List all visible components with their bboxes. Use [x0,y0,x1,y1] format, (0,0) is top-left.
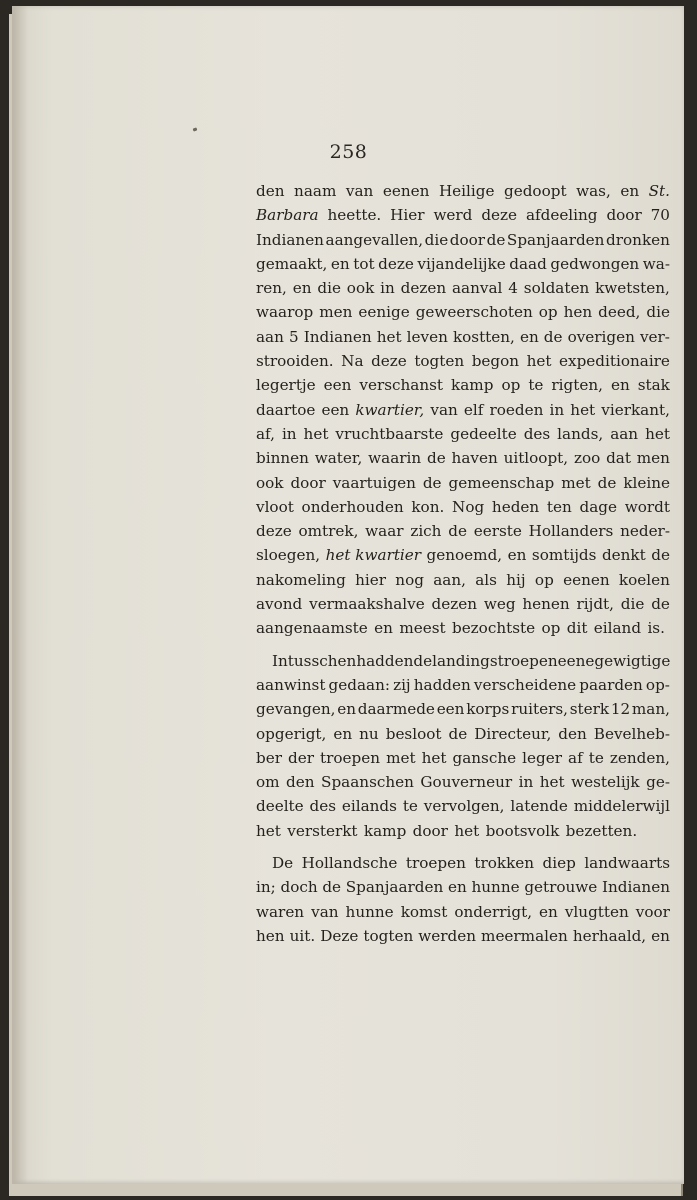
text-word: is. [647,619,665,638]
text-word: koelen [618,570,670,589]
text-line [256,522,670,546]
text-word: waar [365,522,404,541]
text-word: avond [256,595,303,614]
text-word: deze [378,254,414,273]
text-line [256,903,670,927]
text-word: 70 [650,206,670,225]
text-line [256,927,670,951]
text-word: De [272,854,294,873]
text-word: en [519,327,539,346]
text-word: en [539,902,558,921]
text-word: werden [418,926,477,945]
text-word: ver- [639,327,670,346]
text-word: deze [371,352,407,371]
text-word: de [651,595,670,614]
text-word: paarden [579,675,643,694]
text-word: vijandelijke [417,254,506,273]
text-word: eerste [473,522,522,541]
text-line [256,652,670,676]
text-word: gewigtige [594,651,671,670]
text-word: in [518,773,534,792]
text-line [256,878,670,902]
text-word: deelte [256,797,304,816]
text-word: en [330,254,350,273]
text-word: hadden [413,675,471,694]
text-word: op [534,570,554,589]
text-word: te [528,376,544,395]
text-word: Na [341,352,364,371]
text-word: geweerschoten [415,303,533,322]
text-word: ook [256,473,284,492]
text-word: nakomeling [256,570,346,589]
text-line [256,231,670,255]
text-word: het kwartier [325,546,422,565]
text-word: gansche [452,748,517,767]
text-word: Spaanschen [321,773,414,792]
text-word: gemaakt, [256,254,328,273]
text-line [256,449,670,473]
text-word: kleine [623,473,670,492]
text-word: dat [606,449,631,468]
text-word: men [636,449,670,468]
text-word: af [568,748,583,767]
text-word: en [337,700,356,719]
text-word: men [319,303,353,322]
text-word: in [549,400,565,419]
text-word: het [256,821,281,840]
text-word: besloot [385,724,442,743]
text-word: Intusschen [272,651,357,670]
text-word: ren, [256,279,287,298]
text-word: dezen [400,279,447,298]
text-word: dronken [606,230,670,249]
text-word: daad [509,254,547,273]
text-word: vermaakshalve [309,595,425,614]
text-word: Hollandsche [301,854,398,873]
text-word: eilands [341,797,397,816]
text-line [256,571,670,595]
text-word: 5 [288,327,299,346]
text-line [256,425,670,449]
text-word: Indianen [602,878,670,897]
text-word: meest [399,619,446,638]
text-word: eiland [593,619,642,638]
text-word: stak [637,376,670,395]
text-word: gemeenschap [448,473,555,492]
text-word: zij [393,675,411,694]
text-word: op [541,619,561,638]
text-word: 12 [610,700,631,719]
text-word: opgerigt, [256,724,327,743]
text-word: des [309,797,337,816]
text-word: af, [256,424,275,443]
text-word: die [620,595,645,614]
text-word: waarin [368,449,422,468]
text-word: gedoopt [504,182,567,200]
text-word: ge- [646,773,670,792]
text-word: hen [256,926,285,945]
text-word: de [486,230,506,249]
text-word: elf [463,400,484,419]
text-word: daarmede [357,700,435,719]
text-word: tot [353,254,375,273]
text-word: lands, [557,424,604,443]
text-word: Nog [452,497,485,516]
text-word: de [543,327,563,346]
text-word: in; [256,878,276,897]
text-word: gedwongen [550,254,640,273]
text-word: dezen [431,595,478,614]
text-word: hunne [345,902,394,921]
text-word: de [413,651,433,670]
text-word: aangevallen, [325,230,424,249]
text-line [256,749,670,773]
text-word: omtrek, [298,522,359,541]
text-word: water, [314,449,363,468]
text-word: de [322,878,342,897]
text-word: legertje [256,376,316,395]
text-word: als [475,570,497,589]
text-word: en [507,546,527,565]
text-word: Bevelheb- [593,724,670,743]
text-word: kwartier, [355,400,425,419]
text-word: wa- [642,254,670,273]
text-word: deze [481,206,518,225]
text-word: heden [491,497,540,516]
text-word: zoo [573,449,601,468]
page-gutter-shadow [12,6,28,1184]
text-word: Indianen [256,230,324,249]
text-word: van [311,902,339,921]
text-word: heette. [327,206,382,225]
text-word: gedaan: [328,675,390,694]
text-word: de [448,522,467,541]
text-line [256,546,670,570]
text-word: door [606,206,642,225]
text-word: verscheidene [473,675,577,694]
text-word: 4 [508,279,518,298]
text-word: neder- [620,522,670,541]
text-word: versterkt [287,821,358,840]
text-word: werd [433,206,473,225]
text-word: weg [483,595,516,614]
text-line [256,206,670,230]
text-line [256,401,670,425]
text-word: nog [395,570,424,589]
text-word: troepen [320,748,381,767]
text-word: kamp [451,376,494,395]
text-word: het [303,424,329,443]
text-word: togten [414,352,465,371]
text-word: westelijk [571,773,640,792]
text-word: getrouwe [524,878,598,897]
text-word: nu [359,724,379,743]
text-word: Hier [390,206,425,225]
text-word: doch [280,878,318,897]
text-word: aanwinst [256,675,326,694]
text-word: expeditionaire [559,352,670,371]
text-word: Gouverneur [420,773,513,792]
text-word: op [501,376,521,395]
text-line [256,376,670,400]
text-line [256,797,670,821]
text-word: komst [400,902,448,921]
text-word: van [345,182,374,200]
text-word: en [610,376,630,395]
text-word: Barbara [256,206,319,225]
text-word: op [538,303,558,322]
text-word: den [558,724,587,743]
text-word: deze [256,522,292,541]
text-word: op- [645,675,670,694]
text-word: zich [410,522,442,541]
text-word: Spanjaarden [345,878,444,897]
text-word: die [646,303,670,322]
text-line [256,328,670,352]
text-word: Deze [320,926,359,945]
text-word: aangenaamste [256,619,368,638]
text-word: middelerwijl [573,797,670,816]
text-word: leven [406,327,448,346]
text-word: verschanst [359,376,444,395]
text-word: vlugtten [564,902,629,921]
text-word: eenen [563,570,610,589]
text-word: strooiden. [256,352,334,371]
text-word: denkt [601,546,646,565]
text-word: die [424,230,449,249]
text-word: vaartuigen [332,473,416,492]
text-word: gevangen, [256,700,336,719]
text-word: St. [648,182,670,200]
text-word: ook [346,279,375,298]
text-word: Spanjaarden [506,230,605,249]
text-word: in [380,279,395,298]
body-text [256,182,670,951]
text-word: door [412,821,448,840]
text-word: waren [256,902,305,921]
text-word: het [421,748,447,767]
text-word: vloot [256,497,294,516]
text-word: Heilige [438,182,495,200]
text-word: uit. [289,926,316,945]
text-word: hen [563,303,593,322]
text-word: naam [294,182,337,200]
text-word: de [448,724,468,743]
text-word: ruiters, [511,700,568,719]
text-word: was, [576,182,611,200]
text-word: voor [635,902,670,921]
text-word: meermalen [481,926,568,945]
text-word: sterk [569,700,610,719]
text-word: zenden, [609,748,670,767]
text-word: togten [363,926,414,945]
text-word: de [422,473,442,492]
text-word: trokken [474,854,535,873]
text-word: een [323,376,352,395]
text-word: diep [542,854,576,873]
text-word: soldaten [523,279,590,298]
text-word: bezetten. [565,821,638,840]
text-word: dit [566,619,588,638]
text-word: om [256,773,280,792]
text-word: te [402,797,418,816]
text-word: en [651,926,670,945]
text-line [256,352,670,376]
text-word: haven [451,449,498,468]
text-word: het [645,424,670,443]
text-word: binnen [256,449,309,468]
text-word: kon. [411,497,445,516]
text-word: Directeur, [474,724,552,743]
text-word: den [286,773,315,792]
text-word: het [526,352,552,371]
text-word: waarop [256,303,314,322]
text-word: somtijds [531,546,597,565]
text-word: een [436,700,465,719]
text-word: roeden [489,400,544,419]
text-word: aan [256,327,284,346]
text-word: bootsvolk [485,821,560,840]
text-word: te [588,748,604,767]
text-word: en [620,182,640,200]
text-word: wordt [624,497,670,516]
text-word: met [386,748,416,767]
text-word: kamp [363,821,407,840]
text-word: genoemd, [426,546,503,565]
text-word: het [570,400,596,419]
text-line [256,725,670,749]
text-word: dage [579,497,617,516]
text-line [256,255,670,279]
text-line [256,822,670,846]
text-line [256,474,670,498]
text-line [256,676,670,700]
text-word: onderrigt, [454,902,533,921]
text-word: bezochtste [451,619,536,638]
text-line [256,595,670,619]
text-word: met [561,473,591,492]
text-word: gedeelte [450,424,517,443]
text-word: deed, [598,303,641,322]
text-word: daartoe [256,400,316,419]
text-word: het [539,773,565,792]
text-word: en [333,724,353,743]
text-line [256,498,670,522]
text-word: hunne [471,878,520,897]
text-word: begon [471,352,520,371]
text-word: de [597,473,617,492]
text-word: eene [557,651,595,670]
text-word: latende [510,797,568,816]
text-word: hij [506,570,526,589]
text-word: rigten, [551,376,603,395]
text-line [256,854,670,878]
text-word: uitloopt, [503,449,569,468]
text-word: troepen [405,854,466,873]
text-word: overigen [567,327,635,346]
text-line [256,182,670,206]
text-word: der [288,748,314,767]
text-word: aan, [433,570,466,589]
text-word: die [317,279,341,298]
text-word: het [454,821,480,840]
text-word: herhaald, [572,926,647,945]
text-word: vierkant, [601,400,670,419]
text-word: afdeeling [525,206,598,225]
text-word: sloegen, [256,546,321,565]
text-word: hadden [356,651,414,670]
text-word: hier [355,570,386,589]
text-word: in [281,424,297,443]
text-word: den [256,182,285,200]
text-word: kwetsten, [595,279,670,298]
text-line [256,700,670,724]
text-word: henen [522,595,570,614]
text-word: leger [522,748,562,767]
text-word: eenige [358,303,410,322]
text-line [256,303,670,327]
text-word: aan [610,424,639,443]
text-word: rijdt, [576,595,614,614]
text-word: ber [256,748,282,767]
text-line [256,619,670,643]
text-word: onderhouden [301,497,404,516]
text-word: des [523,424,551,443]
text-word: en [292,279,312,298]
text-word: korps [466,700,510,719]
text-word: Hollanders [528,522,614,541]
text-word: door [290,473,326,492]
text-word: de [651,546,670,565]
text-word: vruchtbaarste [335,424,444,443]
text-word: kostten, [452,327,515,346]
text-word: landwaarts [584,854,670,873]
text-word: het [376,327,402,346]
page-number: 258 [329,141,368,163]
text-word: ten [546,497,572,516]
text-word: aanval [452,279,503,298]
text-line [256,773,670,797]
text-word: van [430,400,458,419]
text-word: en [448,878,467,897]
text-word: man, [631,700,670,719]
text-line [256,279,670,303]
text-word: vervolgen, [423,797,505,816]
text-word: de [427,449,446,468]
text-word: en [374,619,393,638]
text-word: landingstroepen [432,651,558,670]
text-word: een [321,400,350,419]
text-word: Indianen [303,327,372,346]
text-word: door [449,230,486,249]
text-word: eenen [382,182,430,200]
